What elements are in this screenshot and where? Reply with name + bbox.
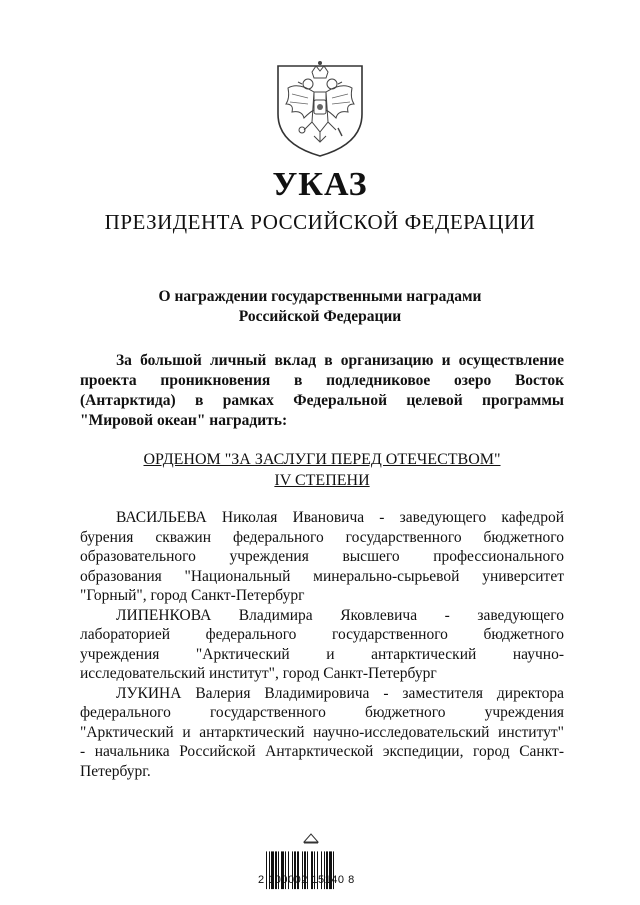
heading-line: О награждении государственными наградами	[158, 288, 482, 305]
awardee-line: образования "Национальный минерально-сырьевой университет	[80, 567, 564, 585]
awardee-line: "Арктический и антарктический научно-исследовательский институт"	[80, 723, 564, 741]
awardee-entry	[80, 684, 564, 782]
awardee-line: - начальника Российской Антарктической экспедиции, город Санкт-	[80, 743, 564, 760]
intro-line: "Мировой океан" наградить:	[80, 412, 288, 429]
awardee-line: лабораторией федерального государственного бюджетного	[80, 626, 564, 643]
intro-line: (Антарктида) в рамках Федеральной целевой программы	[80, 392, 564, 409]
order-line: ОРДЕНОМ "ЗА ЗАСЛУГИ ПЕРЕД ОТЕЧЕСТВОМ"	[143, 451, 501, 468]
awardee-line: ЛУКИНА Валерия Владимировича - заместителя директора	[116, 684, 564, 702]
awardee-line: образовательного учреждения высшего профессионального	[80, 548, 564, 565]
intro-line: За большой личный вклад в организацию и осуществление	[116, 352, 564, 369]
order-line: IV СТЕПЕНИ	[274, 472, 370, 489]
awardee-line: "Горный", город Санкт-Петербург	[80, 587, 305, 604]
coat-of-arms-emblem-icon	[268, 52, 372, 160]
document-subtitle: ПРЕЗИДЕНТА РОССИЙСКОЙ ФЕДЕРАЦИИ	[104, 210, 536, 234]
decree-intro	[80, 351, 564, 431]
awardee-entry	[80, 606, 564, 684]
intro-line: проекта проникновения в подледниковое озеро Восток	[80, 372, 564, 389]
awardee-line: учреждения "Арктический и антарктический научно-	[80, 645, 564, 663]
awardee-line: ЛИПЕНКОВА Владимира Яковлевича - заведующего	[116, 606, 564, 624]
document-title: УКАЗ	[272, 166, 368, 203]
award-order-title	[80, 449, 564, 491]
awardees-list	[80, 508, 564, 781]
awardee-line: ВАСИЛЬЕВА Николая Ивановича - заведующего кафедрой	[116, 509, 564, 526]
awardee-line: исследовательский институт", город Санкт-Петербург	[80, 665, 437, 682]
decree-heading	[80, 287, 560, 327]
awardee-line: федерального государственного бюджетного учреждения	[80, 704, 564, 721]
heading-line: Российской Федерации	[238, 308, 402, 325]
awardee-entry	[80, 508, 564, 606]
awardee-line: бурения скважин федерального государственного бюджетного	[80, 528, 564, 546]
awardee-line: Петербург.	[80, 762, 151, 780]
barcode-number: 2 100002 15140 8	[258, 874, 355, 886]
